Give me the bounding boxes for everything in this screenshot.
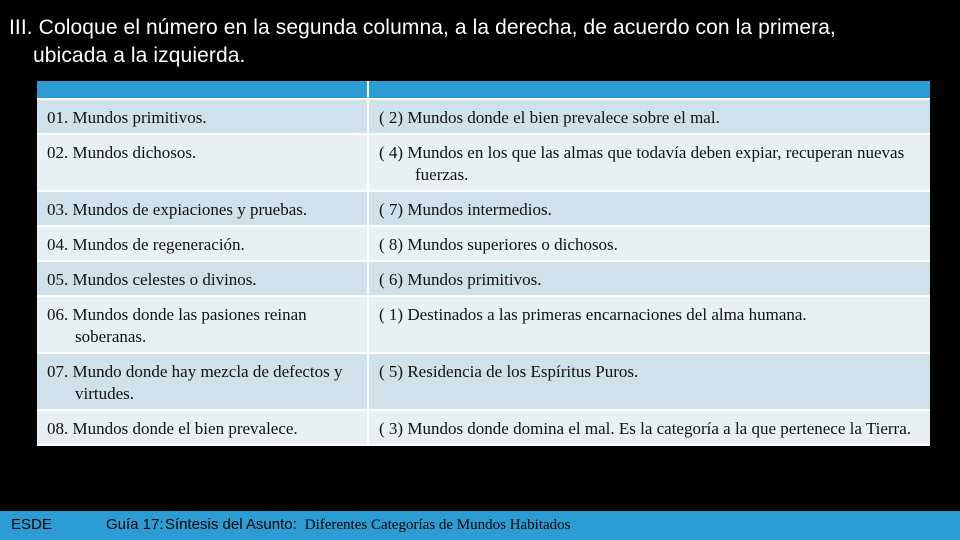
right-item-text: ( 3) Mundos donde domina el mal. Es la categoría a la que pertenece la Tierra. — [379, 419, 912, 438]
left-cell — [37, 191, 368, 226]
matching-table-container — [37, 81, 930, 446]
right-item-text: ( 1) Destinados a las primeras encarnaciones del alma humana. — [379, 305, 807, 324]
instruction-line-1: III. Coloque el número en la segunda columna, a la derecha, de acuerdo con la primera, — [9, 16, 836, 39]
footer-topic: Diferentes Categorías de Mundos Habitados — [304, 517, 571, 533]
left-cell — [37, 296, 368, 353]
matching-table — [37, 81, 930, 446]
left-item-text: 06. Mundos donde las pasiones reinan soberanas. — [47, 305, 307, 346]
footer-org: ESDE — [11, 516, 52, 533]
left-item-text: 05. Mundos celestes o divinos. — [47, 270, 257, 289]
left-item-text: 08. Mundos donde el bien prevalece. — [47, 419, 298, 438]
left-cell — [37, 226, 368, 261]
table-row — [37, 410, 930, 445]
table-row — [37, 99, 930, 134]
table-row — [37, 226, 930, 261]
footer-text — [11, 516, 571, 534]
left-cell — [37, 99, 368, 134]
table-header-row — [37, 81, 930, 99]
left-item-text: 01. Mundos primitivos. — [47, 108, 207, 127]
right-item-text: ( 4) Mundos en los que las almas que todavía deben expiar, recuperan nuevas fuerzas. — [379, 143, 905, 184]
left-cell — [37, 353, 368, 410]
left-item-text: 07. Mundo donde hay mezcla de defectos y virtudes. — [47, 362, 343, 403]
right-item-text: ( 5) Residencia de los Espíritus Puros. — [379, 362, 639, 381]
right-cell — [368, 99, 930, 134]
right-item-text: ( 6) Mundos primitivos. — [379, 270, 542, 289]
right-cell — [368, 261, 930, 296]
footer-synthesis: Síntesis del Asunto: — [165, 516, 297, 533]
footer-guide: Guía 17: — [106, 516, 164, 533]
right-cell — [368, 134, 930, 191]
right-item-text: ( 8) Mundos superiores o dichosos. — [379, 235, 618, 254]
instruction-line-2: ubicada a la izquierda. — [33, 44, 246, 67]
table-row — [37, 353, 930, 410]
table-row — [37, 191, 930, 226]
right-cell — [368, 296, 930, 353]
left-cell — [37, 261, 368, 296]
left-cell — [37, 134, 368, 191]
right-cell — [368, 226, 930, 261]
right-cell — [368, 410, 930, 445]
table-row — [37, 296, 930, 353]
left-item-text: 02. Mundos dichosos. — [47, 143, 197, 162]
right-item-text: ( 2) Mundos donde el bien prevalece sobre el mal. — [379, 108, 720, 127]
right-cell — [368, 353, 930, 410]
left-item-text: 03. Mundos de expiaciones y pruebas. — [47, 200, 308, 219]
left-cell — [37, 410, 368, 445]
table-row — [37, 134, 930, 191]
instruction-text — [9, 14, 949, 70]
table-header-cell-left — [37, 81, 368, 99]
left-item-text: 04. Mundos de regeneración. — [47, 235, 245, 254]
right-cell — [368, 191, 930, 226]
table-header-cell-right — [368, 81, 930, 99]
right-item-text: ( 7) Mundos intermedios. — [379, 200, 552, 219]
table-row — [37, 261, 930, 296]
